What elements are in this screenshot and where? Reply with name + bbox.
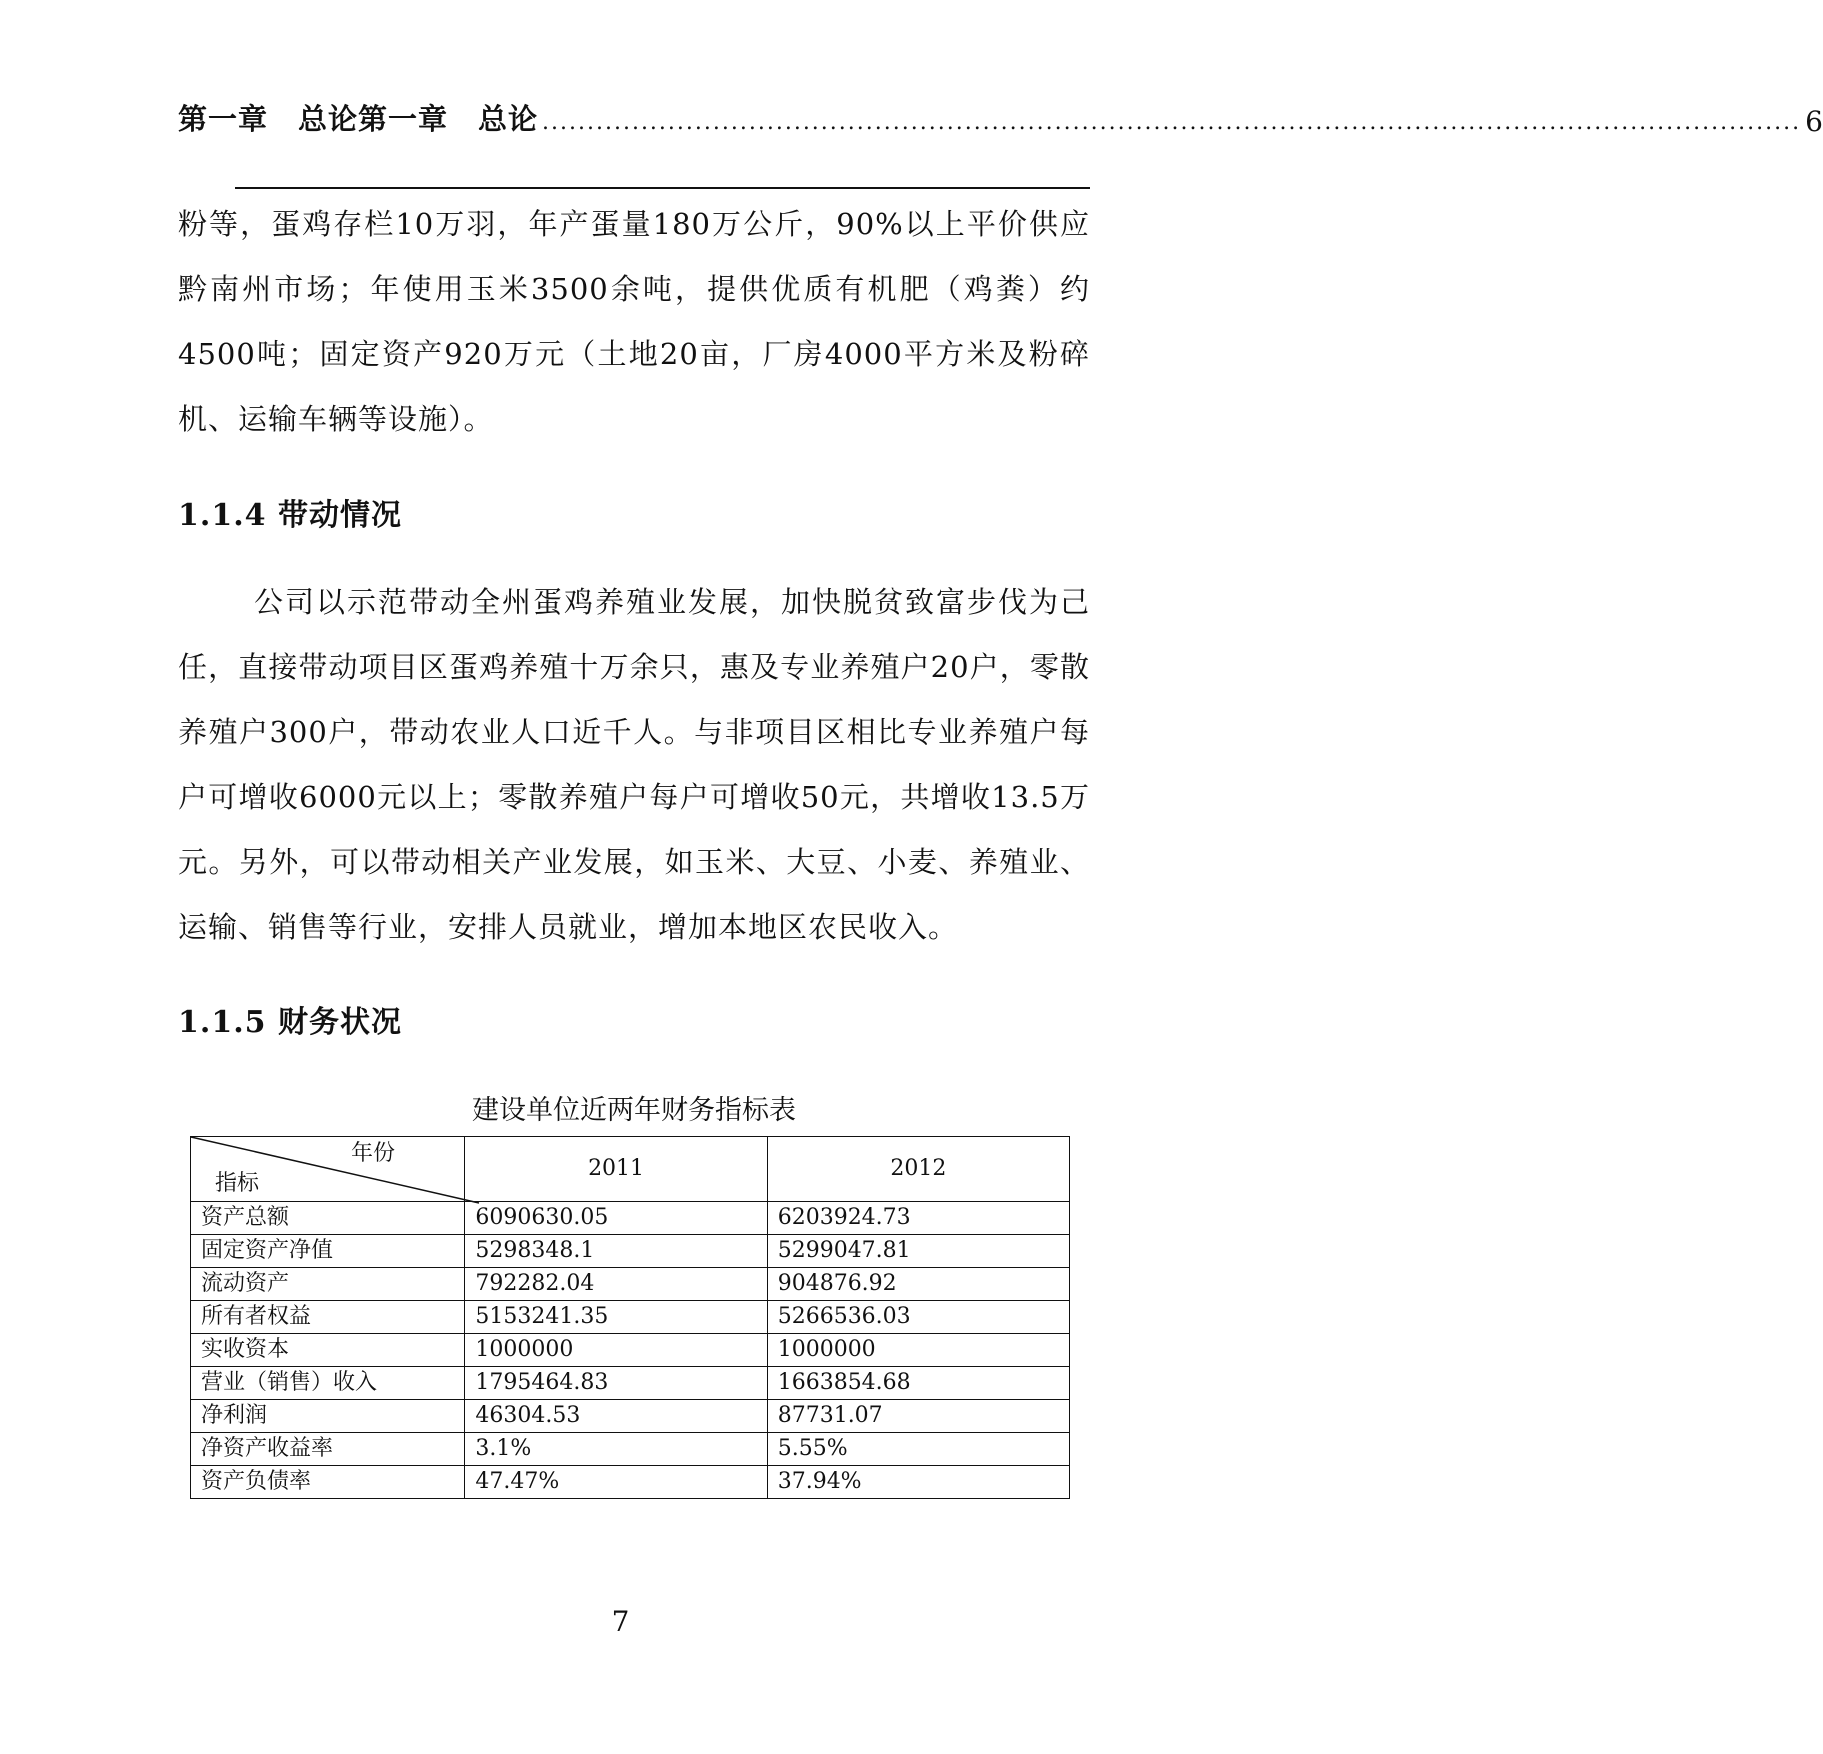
financial-indicators-table [190,1136,1070,1499]
table-row [191,1433,1070,1466]
value-2012: 1663854.68 [767,1367,1069,1400]
section-heading-impact: 1.1.4 带动情况 [178,498,402,533]
row-label: 实收资本 [191,1334,465,1367]
value-2012: 5266536.03 [767,1301,1069,1334]
value-2011: 5153241.35 [465,1301,767,1334]
table-row [191,1466,1070,1499]
value-2011: 1000000 [465,1334,767,1367]
value-2011: 792282.04 [465,1268,767,1301]
header-dot-leader: ............................................................................................................................................ [542,110,1802,135]
paragraph-impact: 公司以示范带动全州蛋鸡养殖业发展，加快脱贫致富步伐为己任，直接带动项目区蛋鸡养殖十万余只，惠及专业养殖户20户，零散养殖户300户，带动农业人口近千人。与非项目区相比专业养殖户每户可增收6000元以上；零散养殖户每户可增收50元，共增收13.5万元。另外，可以带动相关产业发展，如玉米、大豆、小麦、养殖业、运输、销售等行业，安排人员就业，增加本地区农民收入。 [178,585,1090,944]
table-corner-cell [191,1137,465,1202]
table-row [191,1301,1070,1334]
row-label: 所有者权益 [191,1301,465,1334]
table-row [191,1235,1070,1268]
table-title: 建设单位近两年财务指标表 [472,1095,796,1126]
table-header-row [191,1137,1070,1202]
value-2011: 6090630.05 [465,1202,767,1235]
value-2011: 47.47% [465,1466,767,1499]
table-row [191,1400,1070,1433]
row-label: 流动资产 [191,1268,465,1301]
table-row [191,1334,1070,1367]
value-2012: 5299047.81 [767,1235,1069,1268]
row-label: 营业（销售）收入 [191,1367,465,1400]
year-header-2011: 2011 [465,1137,767,1202]
corner-year-label: 年份 [351,1141,396,1166]
running-header [178,92,1823,138]
value-2012: 87731.07 [767,1400,1069,1433]
value-2011: 46304.53 [465,1400,767,1433]
row-label: 净资产收益率 [191,1433,465,1466]
row-label: 资产负债率 [191,1466,465,1499]
corner-indicator-label: 指标 [215,1171,260,1196]
header-page-number: 6 [1805,105,1823,138]
value-2012: 37.94% [767,1466,1069,1499]
row-label: 资产总额 [191,1202,465,1235]
value-2012: 5.55% [767,1433,1069,1466]
table-row [191,1268,1070,1301]
row-label: 净利润 [191,1400,465,1433]
paragraph-livestock: 粉等，蛋鸡存栏10万羽，年产蛋量180万公斤，90%以上平价供应黔南州市场；年使用玉米3500余吨，提供优质有机肥（鸡粪）约4500吨；固定资产920万元（土地20亩，厂房4000平方米及粉碎机、运输车辆等设施）。 [178,207,1090,436]
header-chapter-title: 第一章 总论第一章 总论 [178,102,539,136]
value-2011: 5298348.1 [465,1235,767,1268]
table-row [191,1202,1070,1235]
section-heading-finance: 1.1.5 财务状况 [178,1005,402,1040]
table-row [191,1367,1070,1400]
page-number: 7 [611,1605,630,1638]
value-2011: 1795464.83 [465,1367,767,1400]
value-2011: 3.1% [465,1433,767,1466]
row-label: 固定资产净值 [191,1235,465,1268]
header-rule [235,187,1090,189]
value-2012: 1000000 [767,1334,1069,1367]
value-2012: 6203924.73 [767,1202,1069,1235]
value-2012: 904876.92 [767,1268,1069,1301]
year-header-2012: 2012 [767,1137,1069,1202]
